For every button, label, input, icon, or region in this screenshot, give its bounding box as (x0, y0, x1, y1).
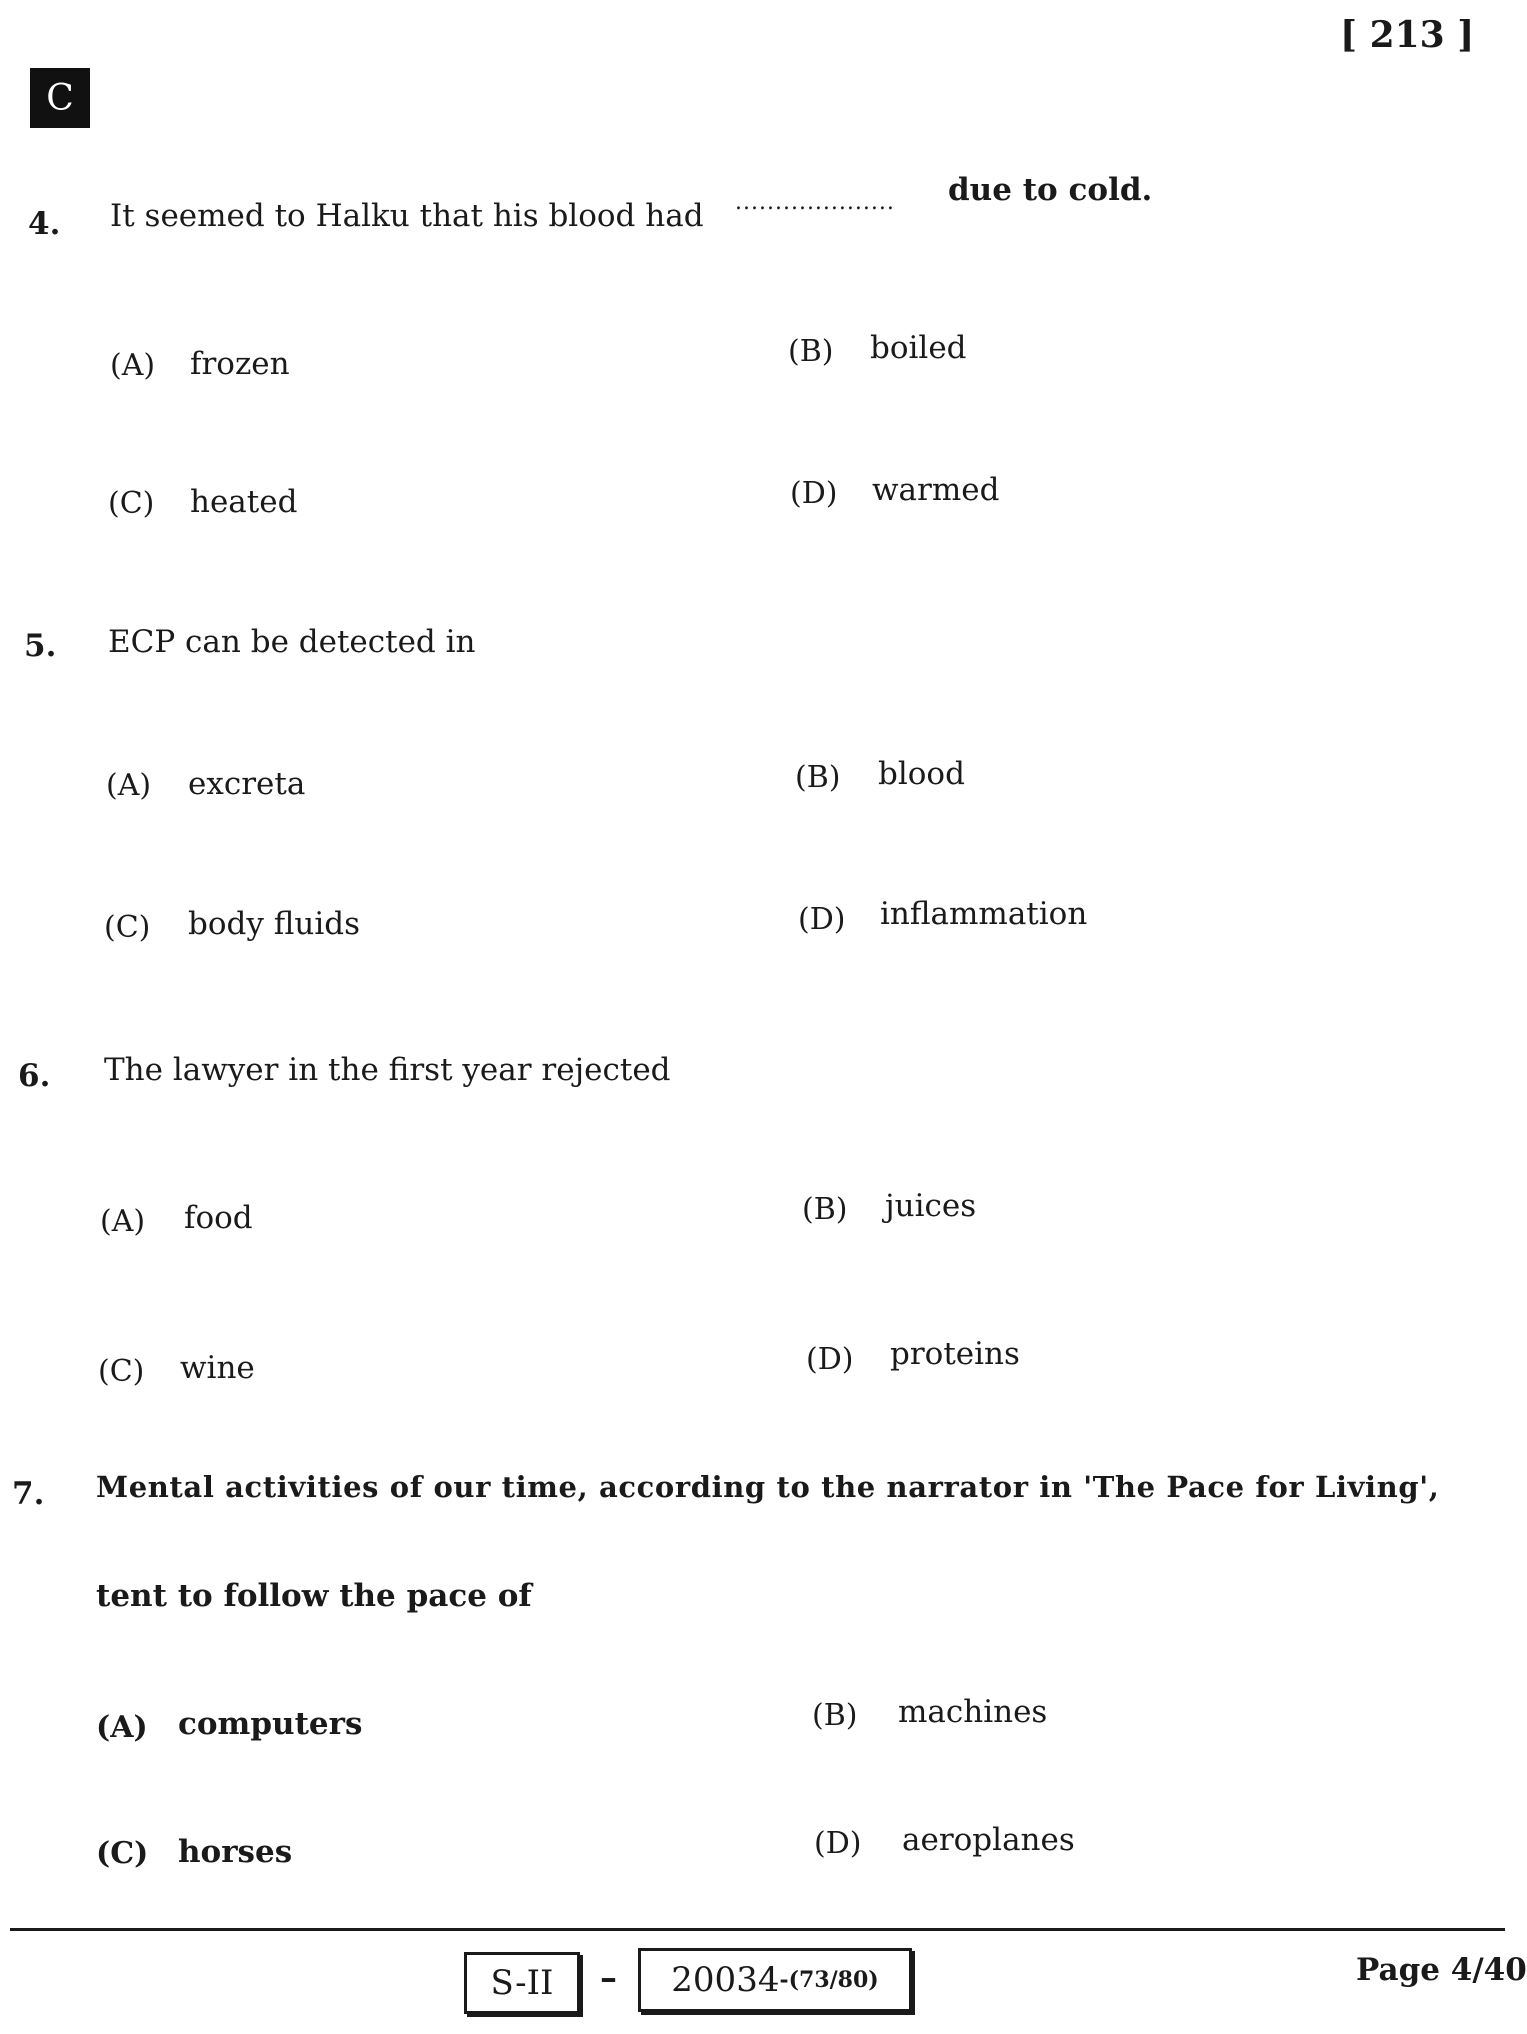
option-c-text: heated (190, 484, 298, 520)
question-text: The lawyer in the first year rejected (104, 1052, 671, 1088)
option-d-text: proteins (890, 1336, 1020, 1372)
footer-series-box: S-II (464, 1952, 580, 2014)
option-a-letter: (A) (96, 1710, 148, 1745)
option-a-letter: (A) (110, 348, 156, 383)
option-a-text: frozen (190, 346, 290, 382)
question-text-end: due to cold. (948, 172, 1153, 208)
option-a-text: computers (178, 1706, 363, 1742)
footer-code-sub: -(73/80) (779, 1967, 879, 1993)
option-a-text: excreta (188, 766, 306, 802)
question-text-line-2: tent to follow the pace of (96, 1578, 532, 1614)
footer-code-box (638, 1948, 912, 2012)
page-code: [ 213 ] (1340, 14, 1475, 56)
option-d-letter: (D) (790, 476, 838, 511)
option-c-letter: (C) (98, 1354, 145, 1389)
option-c-letter: (C) (104, 910, 151, 945)
question-text-line-1: Mental activities of our time, according to the narrator in 'The Pace for Living', (96, 1470, 1440, 1504)
answer-blank: .................... (735, 190, 895, 215)
footer-dash: – (600, 1958, 617, 1998)
question-text: ECP can be detected in (108, 624, 476, 660)
option-d-letter: (D) (806, 1342, 854, 1377)
option-b-text: juices (885, 1188, 977, 1224)
option-a-letter: (A) (106, 768, 152, 803)
option-d-text: aeroplanes (902, 1822, 1075, 1858)
option-b-text: machines (898, 1694, 1048, 1730)
question-number: 5. (24, 628, 57, 664)
option-b-text: boiled (870, 330, 967, 366)
footer-page-number: Page 4/40 (1356, 1952, 1527, 1988)
option-c-text: wine (180, 1350, 255, 1386)
question-text: It seemed to Halku that his blood had (110, 198, 704, 234)
option-b-letter: (B) (812, 1698, 858, 1733)
option-c-text: horses (178, 1834, 293, 1870)
question-number: 6. (18, 1058, 51, 1094)
footer-code: 20034 (671, 1960, 780, 2000)
option-b-letter: (B) (788, 334, 834, 369)
option-c-letter: (C) (108, 486, 155, 521)
option-d-letter: (D) (798, 902, 846, 937)
option-b-letter: (B) (802, 1192, 848, 1227)
option-c-letter: (C) (96, 1836, 149, 1871)
option-b-text: blood (878, 756, 965, 792)
option-d-text: warmed (872, 472, 1000, 508)
option-b-letter: (B) (795, 760, 841, 795)
option-a-text: food (184, 1200, 253, 1236)
option-a-letter: (A) (100, 1204, 146, 1239)
series-badge: C (30, 68, 90, 128)
option-d-text: inflammation (880, 896, 1088, 932)
question-number: 4. (28, 206, 61, 242)
option-c-text: body fluids (188, 906, 361, 942)
footer-divider (10, 1928, 1505, 1931)
option-d-letter: (D) (814, 1826, 862, 1861)
question-number: 7. (12, 1476, 45, 1512)
